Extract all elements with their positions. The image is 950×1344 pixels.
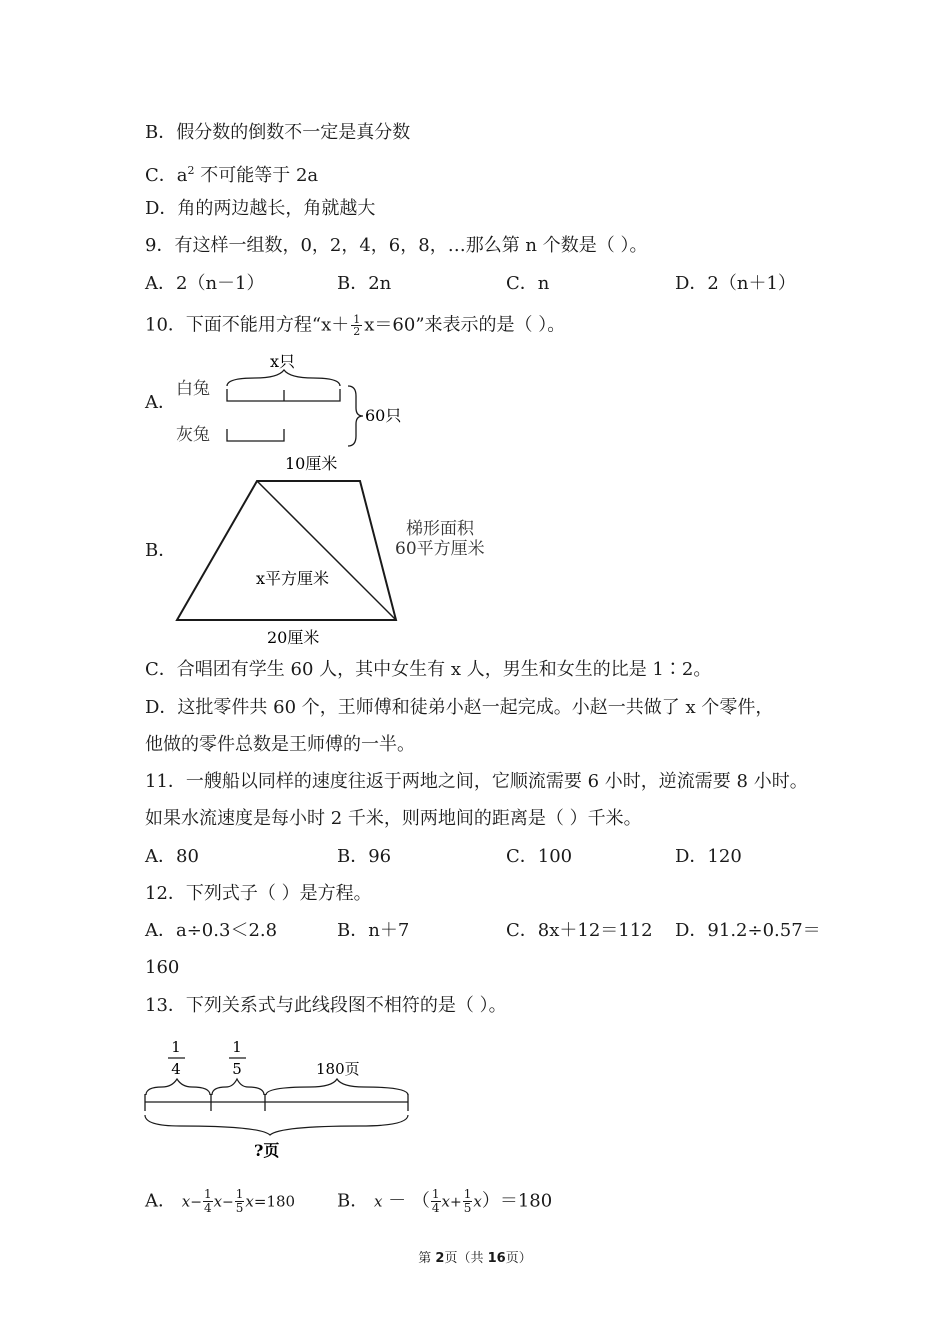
- plus-sign: +: [450, 1194, 462, 1211]
- brace-third-part: [266, 1079, 408, 1095]
- q13-option-b-label: B．: [337, 1190, 369, 1212]
- brace-second-part: [212, 1079, 264, 1095]
- trapezoid-shape: [177, 481, 396, 620]
- q10-stem-fraction: [351, 314, 362, 337]
- var-x: x: [213, 1192, 223, 1211]
- q11-option-a: A．80: [145, 846, 199, 867]
- q8-option-c-superscript: 2: [187, 164, 195, 177]
- equals-180: ＝180: [499, 1190, 553, 1212]
- fraction-one-fourth: [431, 1188, 441, 1215]
- equals-180: =180: [253, 1192, 296, 1211]
- q8-option-c-prefix: C．a: [145, 165, 188, 186]
- trapezoid-area-label-line2: 60平方厘米: [395, 539, 485, 559]
- q10-option-b-diagram: [170, 450, 510, 650]
- top-brace: [227, 370, 340, 386]
- trapezoid-bottom-label: 20厘米: [267, 628, 320, 647]
- q12-stem: 12．下列式子（ ）是方程。: [145, 883, 372, 904]
- footer-suffix: 页）: [505, 1251, 532, 1266]
- q10-stem: [145, 314, 565, 337]
- footer-prefix: 第: [418, 1251, 436, 1266]
- q10-option-d-line2: 他做的零件总数是王师傅的一半。: [145, 734, 415, 755]
- fraction-one-fourth-numerator: 1: [171, 1038, 181, 1056]
- fraction-one-fifth: [235, 1188, 245, 1215]
- q10-option-d-line1: D．这批零件共 60 个，王师傅和徒弟小赵一起完成。小赵一共做了 x 个零件，: [145, 697, 774, 718]
- q10-option-b-label: B．: [145, 540, 177, 561]
- diagram-top-label: x只: [270, 352, 296, 371]
- q12-option-d: D．91.2÷0.57＝: [675, 920, 821, 941]
- q13-option-a-label: A．: [145, 1190, 176, 1212]
- gray-rabbit-segment: [227, 429, 284, 441]
- q9-option-a: A．2（n－1）: [145, 273, 265, 294]
- minus-sign: −: [222, 1194, 234, 1211]
- trapezoid-diagonal: [257, 481, 396, 620]
- var-x: x: [441, 1192, 451, 1211]
- fraction-one-fourth: [203, 1188, 213, 1215]
- q8-option-c: [145, 160, 318, 187]
- var-x: x: [181, 1192, 191, 1211]
- q9-option-d: D．2（n＋1）: [675, 273, 796, 294]
- q10-option-a-label: A．: [145, 392, 176, 413]
- footer-page-number: 2: [435, 1251, 445, 1266]
- fraction-denominator: 5: [235, 1201, 244, 1215]
- row-label-gray-rabbit: 灰兔: [176, 425, 210, 445]
- bottom-brace: [145, 1115, 408, 1135]
- q8-option-c-suffix: 不可能等于 2a: [200, 165, 319, 186]
- q11-option-b: B．96: [337, 846, 392, 867]
- fraction-numerator: 1: [353, 313, 361, 326]
- var-x: x: [245, 1192, 254, 1211]
- total-pages-label: ?页: [254, 1141, 280, 1160]
- minus-sign: −: [190, 1194, 202, 1211]
- footer-mid: 页（共: [444, 1251, 488, 1266]
- fraction-one-fifth-denominator: 5: [232, 1060, 242, 1078]
- trapezoid-area-label-line1: 梯形面积: [406, 519, 474, 539]
- q10-stem-suffix: x＝60”来表示的是（ ）。: [364, 314, 566, 336]
- fraction-denominator: 4: [431, 1201, 440, 1215]
- row-label-white-rabbit: 白兔: [176, 379, 210, 399]
- q8-option-b: B．假分数的倒数不一定是真分数: [145, 122, 411, 143]
- fraction-denominator: 4: [203, 1201, 212, 1215]
- fraction-numerator: 1: [235, 1187, 244, 1201]
- page-footer: [0, 1247, 950, 1266]
- fraction-one-fifth: [463, 1188, 473, 1215]
- fraction-denominator: 5: [463, 1201, 472, 1215]
- minus-sign: －: [388, 1190, 407, 1212]
- left-paren: （: [411, 1190, 430, 1212]
- q10-stem-prefix: 10．下面不能用方程“x＋: [145, 314, 350, 336]
- right-brace: [348, 386, 363, 446]
- trapezoid-top-label: 10厘米: [285, 454, 338, 473]
- q12-option-d-wrap: 160: [145, 957, 180, 978]
- var-x: x: [473, 1192, 482, 1211]
- q10-option-c: C．合唱团有学生 60 人，其中女生有 x 人，男生和女生的比是 1∶2。: [145, 659, 712, 680]
- q13-segment-diagram: [140, 1035, 420, 1165]
- q12-option-c: C．8x＋12＝112: [506, 920, 653, 941]
- q11-option-c: C．100: [506, 846, 573, 867]
- triangle-area-label: x平方厘米: [256, 569, 330, 588]
- fraction-numerator: 1: [203, 1187, 212, 1201]
- var-x: x: [373, 1192, 383, 1211]
- q9-option-b: B．2n: [337, 273, 392, 294]
- brace-first-part: [146, 1079, 210, 1095]
- q13-stem: 13．下列关系式与此线段图不相符的是（ ）。: [145, 995, 507, 1016]
- q10-option-a-diagram: [170, 348, 420, 458]
- q12-option-a: A．a÷0.3＜2.8: [145, 920, 278, 941]
- q12-option-b: B．n＋7: [337, 920, 410, 941]
- fraction-one-fifth-numerator: 1: [232, 1038, 242, 1056]
- q13-option-a: [145, 1188, 295, 1215]
- q9-stem: 9．有这样一组数，0，2，4，6，8，…那么第 n 个数是（ ）。: [145, 235, 648, 256]
- q13-option-b: [337, 1188, 552, 1215]
- fraction-numerator: 1: [431, 1187, 440, 1201]
- q11-stem-line1: 11．一艘船以同样的速度往返于两地之间，它顺流需要 6 小时，逆流需要 8 小时。: [145, 771, 808, 792]
- fraction-one-fourth-denominator: 4: [171, 1060, 181, 1078]
- right-paren: ）: [481, 1190, 500, 1212]
- q9-option-c: C．n: [506, 273, 550, 294]
- q8-option-d: D．角的两边越长，角就越大: [145, 198, 376, 219]
- footer-total-pages: 16: [487, 1251, 506, 1266]
- remaining-pages-label: 180页: [316, 1060, 360, 1078]
- q11-stem-line2: 如果水流速度是每小时 2 千米，则两地间的距离是（ ）千米。: [145, 808, 642, 829]
- q11-option-d: D．120: [675, 846, 742, 867]
- fraction-denominator: 2: [353, 325, 361, 338]
- diagram-total-label: 60只: [365, 406, 402, 425]
- fraction-numerator: 1: [463, 1187, 472, 1201]
